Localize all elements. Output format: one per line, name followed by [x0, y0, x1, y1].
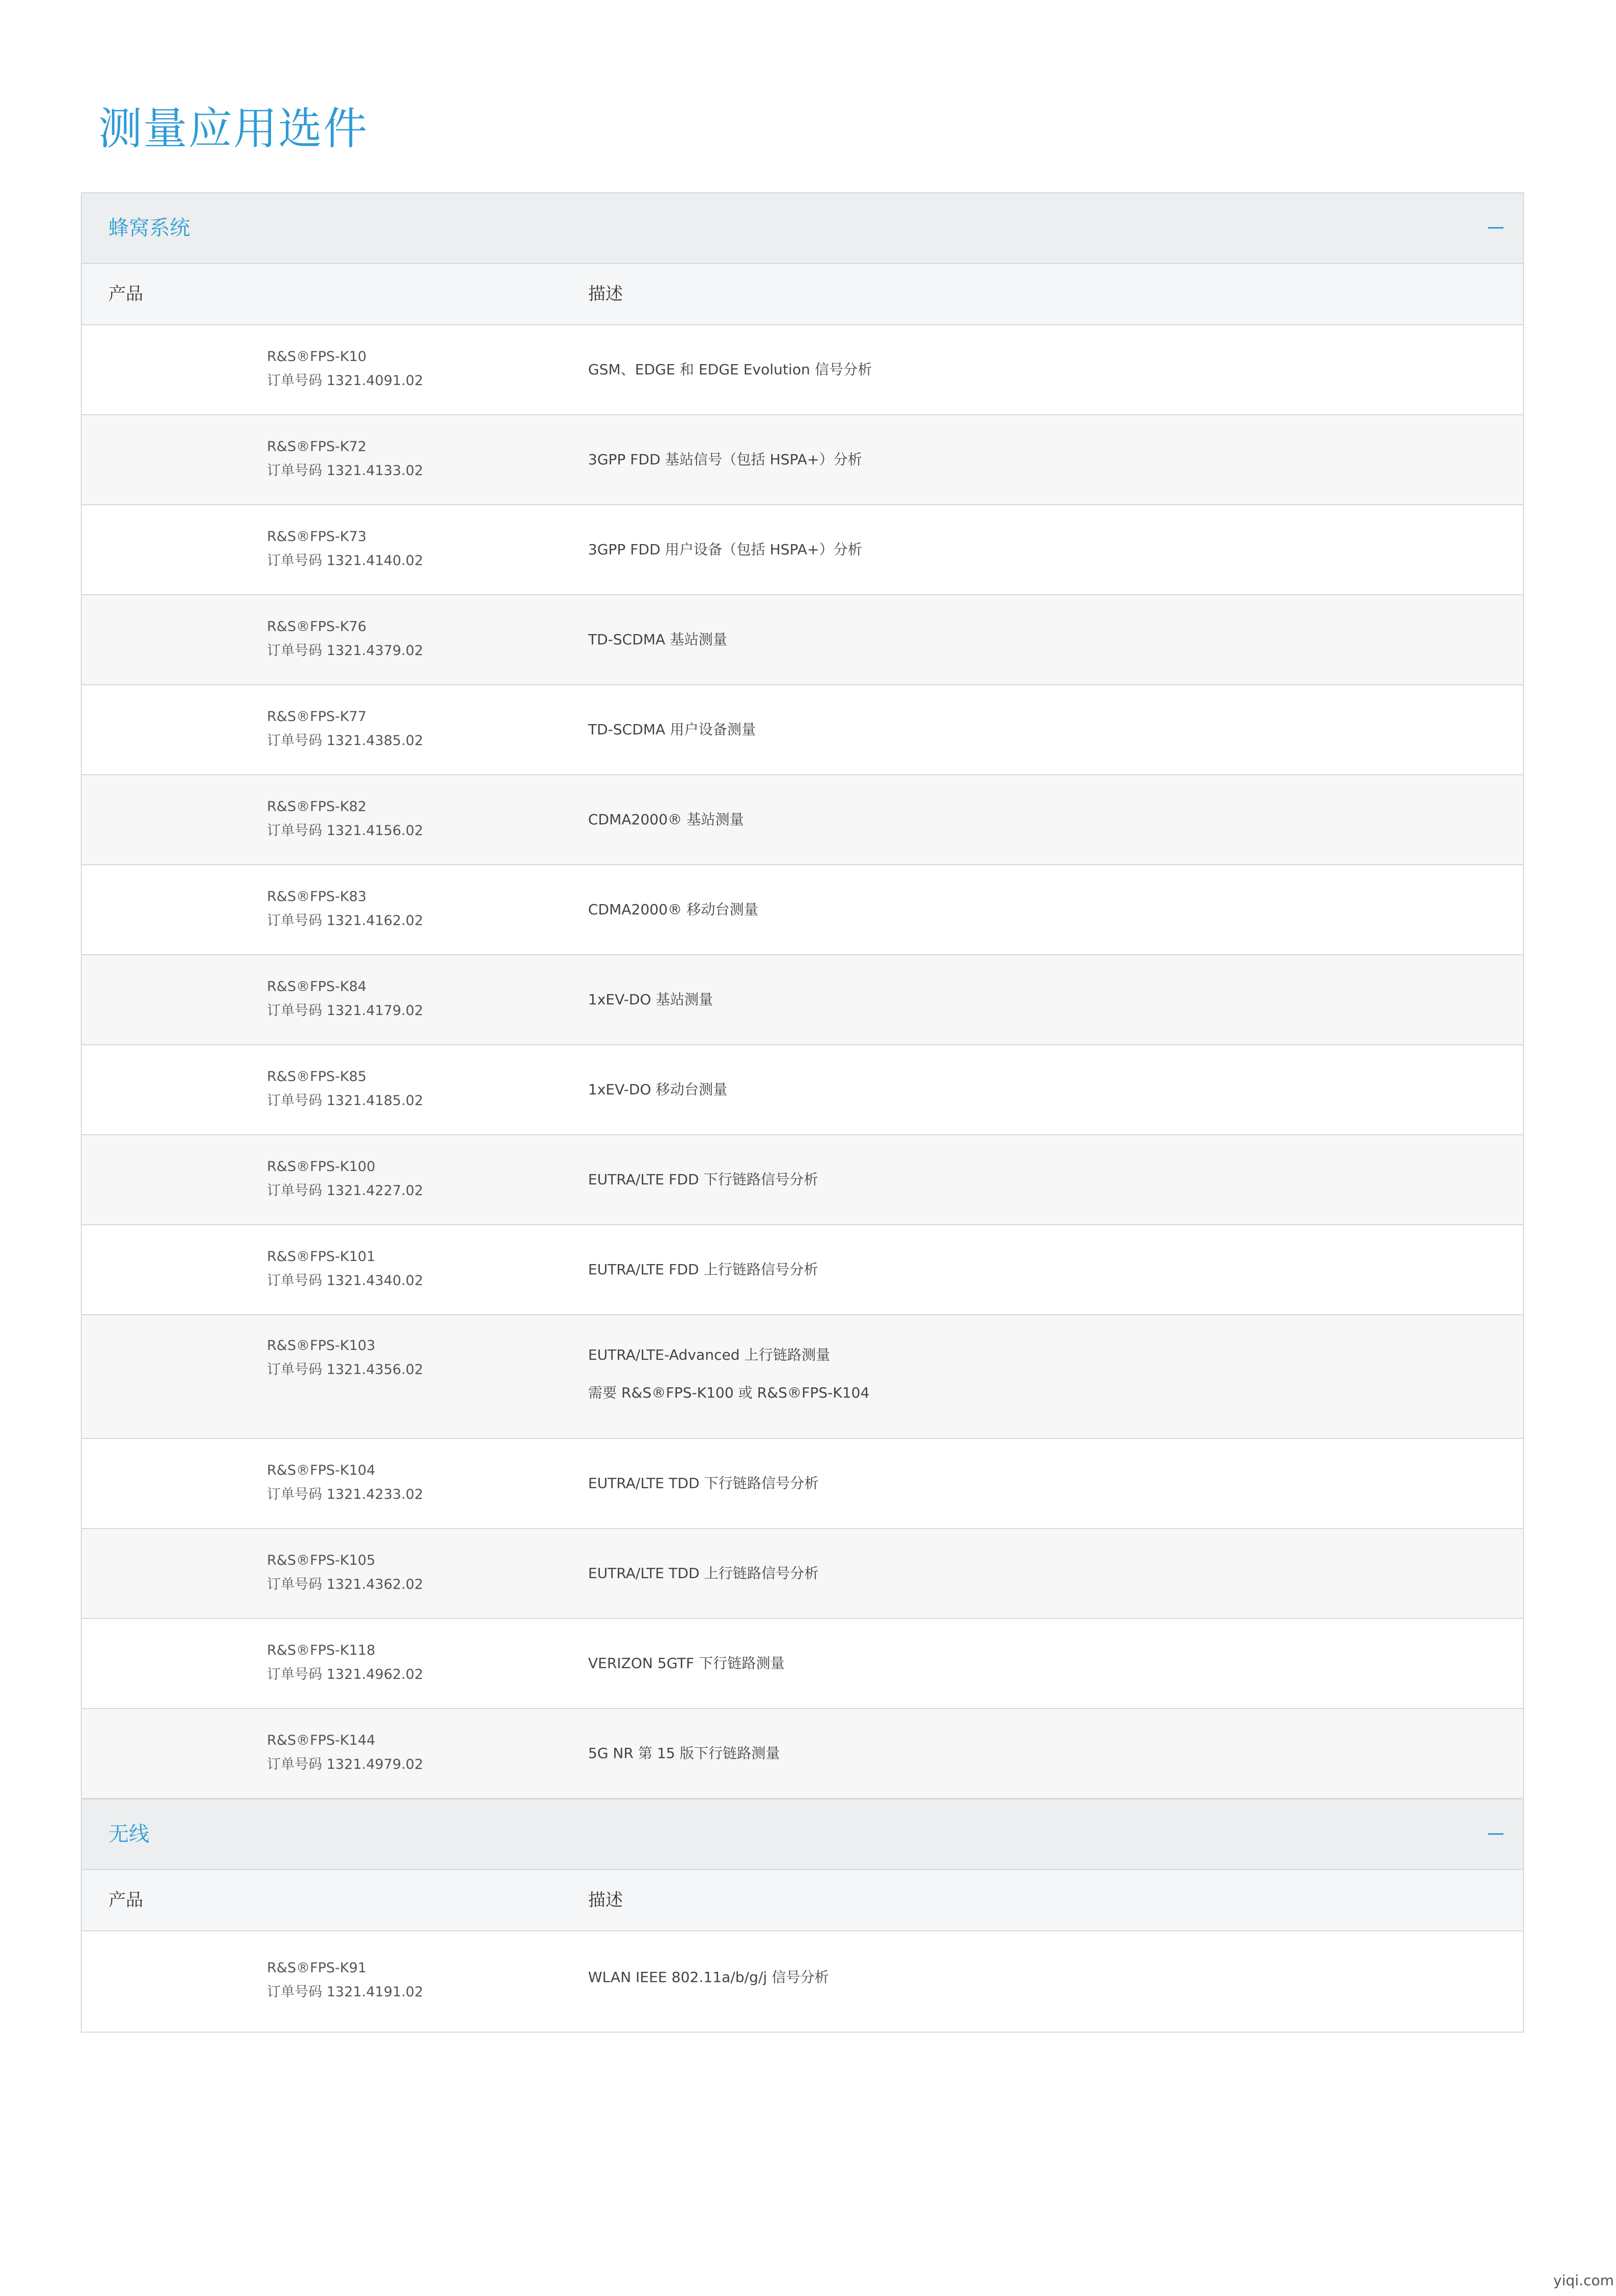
section-cellular — [81, 192, 1524, 1799]
product-description: 3GPP FDD 用户设备（包括 HSPA+）分析 — [588, 541, 862, 558]
product-description: VERIZON 5GTF 下行链路测量 — [588, 1655, 785, 1672]
product-name: R&S®FPS-K76 — [267, 619, 367, 635]
product-name: R&S®FPS-K10 — [267, 349, 367, 365]
product-name: R&S®FPS-K118 — [267, 1642, 375, 1658]
site-watermark: yiqi.com — [1553, 2272, 1614, 2289]
product-description: EUTRA/LTE TDD 下行链路信号分析 — [588, 1475, 819, 1492]
section-header[interactable] — [81, 1798, 1524, 1870]
product-description: 3GPP FDD 基站信号（包括 HSPA+）分析 — [588, 451, 862, 468]
table-row — [81, 415, 1524, 505]
table-row — [81, 505, 1524, 595]
product-description: 5G NR 第 15 版下行链路测量 — [588, 1745, 780, 1762]
table-row — [81, 325, 1524, 415]
column-header-description: 描述 — [588, 284, 623, 304]
product-order-number: 订单号码 1321.4979.02 — [267, 1757, 423, 1772]
product-description: WLAN IEEE 802.11a/b/g/j 信号分析 — [588, 1969, 829, 1986]
product-order-number: 订单号码 1321.4362.02 — [267, 1577, 423, 1592]
product-name: R&S®FPS-K72 — [267, 439, 367, 455]
product-description: TD-SCDMA 基站测量 — [588, 631, 727, 648]
product-order-number: 订单号码 1321.4340.02 — [267, 1273, 423, 1289]
product-name: R&S®FPS-K100 — [267, 1159, 375, 1175]
table-row — [81, 1225, 1524, 1315]
product-name: R&S®FPS-K82 — [267, 799, 367, 815]
table-row — [81, 595, 1524, 685]
product-order-number: 订单号码 1321.4379.02 — [267, 643, 423, 659]
table-row — [81, 775, 1524, 865]
collapse-minus-icon[interactable] — [1483, 215, 1509, 240]
product-name: R&S®FPS-K83 — [267, 889, 367, 905]
section-header[interactable] — [81, 192, 1524, 264]
page-title: 测量应用选件 — [98, 103, 368, 154]
product-description-note: 需要 R&S®FPS-K100 或 R&S®FPS-K104 — [588, 1384, 870, 1401]
product-name: R&S®FPS-K105 — [267, 1552, 375, 1568]
product-order-number: 订单号码 1321.4133.02 — [267, 463, 423, 479]
product-description: GSM、EDGE 和 EDGE Evolution 信号分析 — [588, 361, 872, 378]
product-name: R&S®FPS-K84 — [267, 979, 367, 995]
table-row — [81, 685, 1524, 775]
product-name: R&S®FPS-K85 — [267, 1069, 367, 1085]
table-row — [81, 1439, 1524, 1529]
product-description: 1xEV-DO 基站测量 — [588, 991, 713, 1008]
section-title: 蜂窝系统 — [108, 216, 190, 240]
product-order-number: 订单号码 1321.4140.02 — [267, 553, 423, 569]
section-title: 无线 — [108, 1822, 149, 1846]
collapse-minus-icon[interactable] — [1483, 1821, 1509, 1847]
column-header-product: 产品 — [108, 284, 143, 304]
column-header-row — [81, 1870, 1524, 1931]
table-row — [81, 1619, 1524, 1709]
product-description: CDMA2000® 基站测量 — [588, 811, 744, 828]
product-order-number: 订单号码 1321.4162.02 — [267, 913, 423, 929]
column-header-row — [81, 264, 1524, 325]
product-description: CDMA2000® 移动台测量 — [588, 901, 758, 918]
product-name: R&S®FPS-K77 — [267, 709, 367, 725]
product-order-number: 订单号码 1321.4962.02 — [267, 1667, 423, 1682]
product-name: R&S®FPS-K73 — [267, 529, 367, 545]
table-row — [81, 1315, 1524, 1439]
product-description: EUTRA/LTE TDD 上行链路信号分析 — [588, 1565, 819, 1582]
product-name: R&S®FPS-K144 — [267, 1732, 375, 1748]
product-order-number: 订单号码 1321.4385.02 — [267, 733, 423, 749]
product-order-number: 订单号码 1321.4191.02 — [267, 1984, 423, 2000]
product-order-number: 订单号码 1321.4185.02 — [267, 1093, 423, 1109]
product-order-number: 订单号码 1321.4356.02 — [267, 1362, 423, 1378]
table-row — [81, 1135, 1524, 1225]
table-row — [81, 955, 1524, 1045]
table-row — [81, 1709, 1524, 1799]
product-order-number: 订单号码 1321.4233.02 — [267, 1487, 423, 1502]
product-name: R&S®FPS-K91 — [267, 1960, 367, 1976]
product-description: 1xEV-DO 移动台测量 — [588, 1081, 728, 1098]
product-name: R&S®FPS-K104 — [267, 1462, 375, 1478]
section-wireless — [81, 1798, 1524, 2033]
product-order-number: 订单号码 1321.4179.02 — [267, 1003, 423, 1019]
product-description: EUTRA/LTE-Advanced 上行链路测量 — [588, 1346, 831, 1363]
product-name: R&S®FPS-K101 — [267, 1249, 375, 1265]
product-description: TD-SCDMA 用户设备测量 — [588, 721, 756, 738]
table-row — [81, 1045, 1524, 1135]
product-description: EUTRA/LTE FDD 上行链路信号分析 — [588, 1261, 818, 1278]
product-name: R&S®FPS-K103 — [267, 1338, 375, 1354]
product-order-number: 订单号码 1321.4227.02 — [267, 1183, 423, 1199]
table-row — [81, 1931, 1524, 2033]
product-order-number: 订单号码 1321.4156.02 — [267, 823, 423, 839]
column-header-description: 描述 — [588, 1890, 623, 1910]
column-header-product: 产品 — [108, 1890, 143, 1910]
table-row — [81, 1529, 1524, 1619]
product-description: EUTRA/LTE FDD 下行链路信号分析 — [588, 1171, 818, 1188]
product-order-number: 订单号码 1321.4091.02 — [267, 373, 423, 389]
table-row — [81, 865, 1524, 955]
